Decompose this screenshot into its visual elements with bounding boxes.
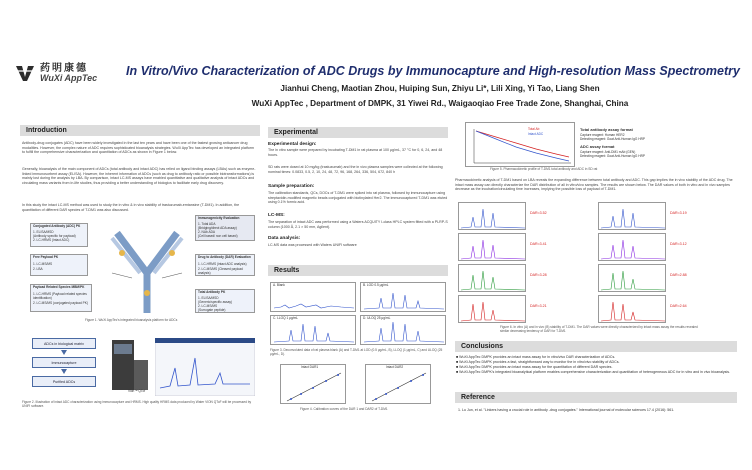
instrument-label: Vion™ QTof [128, 389, 146, 393]
lcms-heading: LC-MS: [268, 213, 285, 218]
dar-value: DAR=3.28 [530, 273, 547, 277]
dar-spectrum-panel [598, 264, 666, 292]
box-total-item: (Surrogate peptide) [198, 308, 226, 312]
dar-spectrum-panel [458, 295, 526, 323]
box-conjugated-item: 2. LC-HRMS (Intact ADC) [33, 238, 70, 242]
dar-spectrum-panel [458, 202, 526, 230]
results-heading: Results [268, 265, 448, 276]
mass-spectrometer-icon [110, 338, 150, 396]
figure-2-caption: Figure 2. Illustration of intact ADC characterization using immunocapture and HRMS. High quality HRMS data produced by Water VION QToF will be processed by UNIFI software. [22, 400, 252, 408]
total-ab-format-item: Detecting reagent: Goat Anti-Human IgG HRP [580, 137, 646, 141]
intro-paragraph-3: In this study the intact LC-MS method was used to study the in vitro & in vivo stability of trastuzumab-emtansine (T-DM1). In addition, the quantitation of different DAR species of T-DM1 was also discussed. [22, 203, 240, 212]
design-paragraph-1: The in vitro sample were prepared by incubating T-DM1 in rat plasma at 100 μg/mL, 37 °C for 0, 6, 24, and 48 hours. [268, 148, 443, 157]
box-immuno-item: (Bridging/direct ADA assay) [198, 226, 237, 230]
spectrum-panel-a [270, 282, 356, 312]
dar-spectrum-panel [458, 264, 526, 292]
conclusion-item: ■ WuXi AppTec DMPK provides a fast, straightforward way to monitor the in vitro/vivo stability of ADCs. [456, 360, 620, 364]
figure-5-caption: Figure 5. Pharmacokinetic profile of T-DM1 total antibody and ADC in SD rat [490, 167, 598, 171]
box-immunogenicity [195, 215, 255, 241]
prep-heading: Sample preparation: [268, 184, 315, 189]
adc-antibody-diagram [92, 218, 202, 318]
reference-item: 1. Lu Jun, et al. "Linkers having a crucial role in antibody -drug conjugates." International journal of molecular sciences 17.4 (2016): 561. [458, 408, 675, 412]
spectrum-panel-c [270, 315, 356, 345]
calibration-title: Intact DAR2 [386, 365, 404, 369]
adc-format-item: Capture reagent: Anti-DM1 mAb (GEN) [580, 150, 636, 154]
dar-value: DAR=3.41 [530, 242, 547, 246]
design-heading: Experimental design: [268, 142, 317, 147]
lcms-paragraph: The separation of intact ADC was performed using a Waters ACQUITY I-class HPLC system fitted with a PLRP-S column (1000 Å, 2.1 × 50 mm, Agilent). [268, 220, 448, 229]
box-immuno-item: (Cell based/ non cell based) [198, 234, 238, 238]
figure-1-caption: Figure 1. WuXi AppTec's integrated bioanalysis platform for ADCs [85, 318, 178, 322]
spectrum-panel-d [360, 315, 446, 345]
box-conjugated-item: (Antibody specific for payload) [33, 234, 76, 238]
spectrum-label: D. ULOQ 25 μg/mL [363, 316, 391, 320]
box-total-item: 1. ELISA/MSD [198, 296, 219, 300]
intro-paragraph-1: Antibody-drug conjugates (ADC) have been widely investigated in the last ten years and have been one of the fastest growing anticancer drug modalities. However, the complex nature of ADC requires sophisticated bioanalysis strategies. WuXi AppTec has developed an integrated platform to fulfill the comprehensive characterization and quantitation of ADCs as shown in Figure 1 below. [22, 141, 255, 155]
wuxi-logo-icon [14, 63, 36, 83]
box-dar-evaluation [195, 254, 255, 276]
dar-spectrum-panel [458, 233, 526, 261]
dar-spectrum-panel [598, 295, 666, 323]
unifi-software-screenshot [155, 338, 255, 396]
dar-value: DAR=2.64 [670, 304, 687, 308]
logo-chinese-text: 药明康德 [40, 62, 88, 74]
total-ab-format-item: Capture reagent: Human HER2 [580, 133, 625, 137]
flow-step-matrix: ADCs in biological matrix [32, 338, 96, 349]
spectrum-label: C. LLOQ 1 μg/mL [273, 316, 299, 320]
spectrum-panel-b [360, 282, 446, 312]
prep-paragraph: The calibration standards, QCs, DOCs of T-DM1 were spiked into rat plasma, followed by immunocapture using streptavidin-modified magnetic beads conjugated with biotinylated Her2. The immunocaptured T-DM1 was eluted using 0.1% formic acid. [268, 191, 448, 205]
calibration-title: Intact DAR1 [301, 365, 319, 369]
conclusion-item: ■ WuXi AppTec DMPK's integrated bioanalytical platform enables comprehensive characterization and quantitation of heterogeneous ADC for in vitro and in vivo bioanalysis. [456, 370, 731, 374]
dar-spectrum-panel [598, 202, 666, 230]
figure-3-caption: Figure 3. Deconvoluted data of rat plasma blank (A) and T-DM1 at LOD (0.5 μg/mL, B), LLOQ (1 μg/mL, C) and ULOQ (25 μg/mL, D). [270, 348, 443, 356]
figure-6-caption: Figure 6. In vitro (A) and in vivo (B) stability of T-DM1. The DAR values were directly characterized by intact mass assay the results revealed similar decreasing tendency of DAR for T-DM1 [500, 325, 698, 333]
pk-legend-total: Total Ab [528, 127, 540, 131]
pk-legend-intact: Intact ADC [528, 132, 544, 136]
poster-title: In Vitro/Vivo Characterization of ADC Drugs by Immunocapture and High-resolution Mass Spectrometry [126, 64, 740, 78]
pk-profile-chart [465, 122, 575, 167]
data-analysis-heading: Data analysis: [268, 236, 301, 241]
dar-value: DAR=3.19 [670, 211, 687, 215]
wuxi-logo [14, 62, 114, 84]
box-free-title: Free Payload PK [33, 255, 59, 259]
data-analysis-paragraph: LC-MS data was processed with Waters UNIFI software [268, 243, 357, 247]
box-payload-related [30, 284, 92, 312]
calibration-panel-dar2 [365, 364, 431, 404]
box-total-item: (Generic/specific assay) [198, 300, 233, 304]
intro-paragraph-2: Generally, bioanalysis of the main component of ADCs (total antibody and intact ADC) has relied on ligand binding assays (LBAs) such as enzyme-linked immunosorbent assay (ELISA). However, the inherent information of ADCs (such as drug to antibody ratio or possible biotransformations) is mainly lost during the analysis by LBA. By comparison, intact LC-MS assays have enabled quantitative and qualitative analysis of intact ADCs and circulating mass variants from in-life studies, thus providing a better understanding of biologics to facilitate early drug discovery. [22, 167, 256, 185]
author-list: Jianhui Cheng, Maotian Zhou, Huiping Sun, Zhiyu Li*, Lili Xing, Yi Tao, Liang Shen [280, 84, 600, 93]
adc-format-heading: ADC assay format [580, 144, 615, 149]
conclusion-item: ■ WuXi AppTec DMPK provides an intact mass assay for in vitro/vivo DAR characterization of ADCs. [456, 355, 616, 359]
spectrum-label: A. Blank [273, 283, 285, 287]
box-conjugated-title: Conjugated Antibody (ADC) PK [33, 224, 81, 228]
box-related-item: 1. LC-HRMS (Payload related species identification) [33, 292, 87, 300]
experimental-heading: Experimental [268, 127, 448, 138]
box-immuno-item: 2. NAb ADA [198, 230, 216, 234]
dar-value: DAR=3.21 [530, 304, 547, 308]
box-total-antibody [195, 289, 255, 313]
dar-value: DAR=3.12 [670, 242, 687, 246]
box-immuno-title: Immunogenicity Evaluation [198, 216, 240, 220]
box-total-item: 2. LC-MS/MS [198, 304, 218, 308]
total-ab-format-heading: Total antibody assay format [580, 127, 633, 132]
box-free-item: 1. LC-MS/MS [33, 262, 53, 266]
conclusions-heading: Conclusions [455, 341, 737, 352]
flow-step-immunocapture: Immunocapture [32, 357, 96, 368]
flow-arrow-down-icon [61, 369, 67, 374]
flow-arrow-down-icon [61, 350, 67, 355]
logo-english-text: WuXi AppTec [40, 72, 98, 83]
figure-4-caption: Figure 4. Calibration curves of the DAR 1 and DAR2 of T-DM1 [300, 407, 388, 411]
spectrum-label: B. LOD 0.5 μg/mL [363, 283, 389, 287]
dar-value: DAR=3.52 [530, 211, 547, 215]
intro-heading: Introduction [20, 125, 260, 136]
box-dar-title: Drug to Antibody (DAR) Evaluation [198, 255, 251, 259]
box-conjugated-item: 1. ELISA/MSD [33, 230, 54, 234]
adc-format-item: Detecting reagent: Goat Anti-Human IgG HRP [580, 154, 646, 158]
box-free-payload [30, 254, 88, 276]
box-dar-item: 1. LC-HRMS (intact ADC analysis) [198, 262, 247, 266]
reference-heading: Reference [455, 392, 737, 403]
box-dar-item: 2. LC-MS/MS (Cleaved payload analysis) [198, 267, 243, 275]
box-conjugated-pk [30, 223, 88, 247]
calibration-panel-dar1 [280, 364, 346, 404]
pk-analysis-paragraph: Pharmacokinetic analysis of T-DM1 based on LBA reveals the expanding difference between total antibody and ADC. This gap implies the in vivo stability of the ADC drug. The intact mass assay can directly characterize the DAR distribution of all in vitro/vivo samples. The results are shown below. The DAR values of both in vitro and in vivo samples decrease as the incubation/circulating time increases, implying the possible loss of payload of T-DM1. [455, 178, 733, 192]
dar-spectrum-panel [598, 233, 666, 261]
box-related-item: 2. LC-MS/MS (conjugated payload PK) [33, 301, 88, 305]
affiliation: WuXi AppTec , Department of DMPK, 31 Yiwei Rd., Waigaoqiao Free Trade Zone, Shanghai, China [251, 99, 629, 108]
conclusion-item: ■ WuXi AppTec DMPK provides an intact mass assay for the quantitation of different DAR species. [456, 365, 613, 369]
flow-step-purified: Purified ADCs [32, 376, 96, 387]
box-immuno-item: 1. Total ADA [198, 222, 216, 226]
design-paragraph-2: SD rats were dosed at 10 mg/kg (trastuzumab) and the in vivo plasma samples were collected at the following nominal times: 0.0833, 0.5, 2, 10, 24, 48, 72, 96, 168, 264, 336, 504, 672, 840 h [268, 165, 443, 174]
box-total-title: Total Antibody PK [198, 290, 226, 294]
dar-value: DAR=2.88 [670, 273, 687, 277]
box-related-title: Payload Related Species MBM/PK [33, 285, 85, 289]
box-free-item: 2. LBA [33, 267, 43, 271]
